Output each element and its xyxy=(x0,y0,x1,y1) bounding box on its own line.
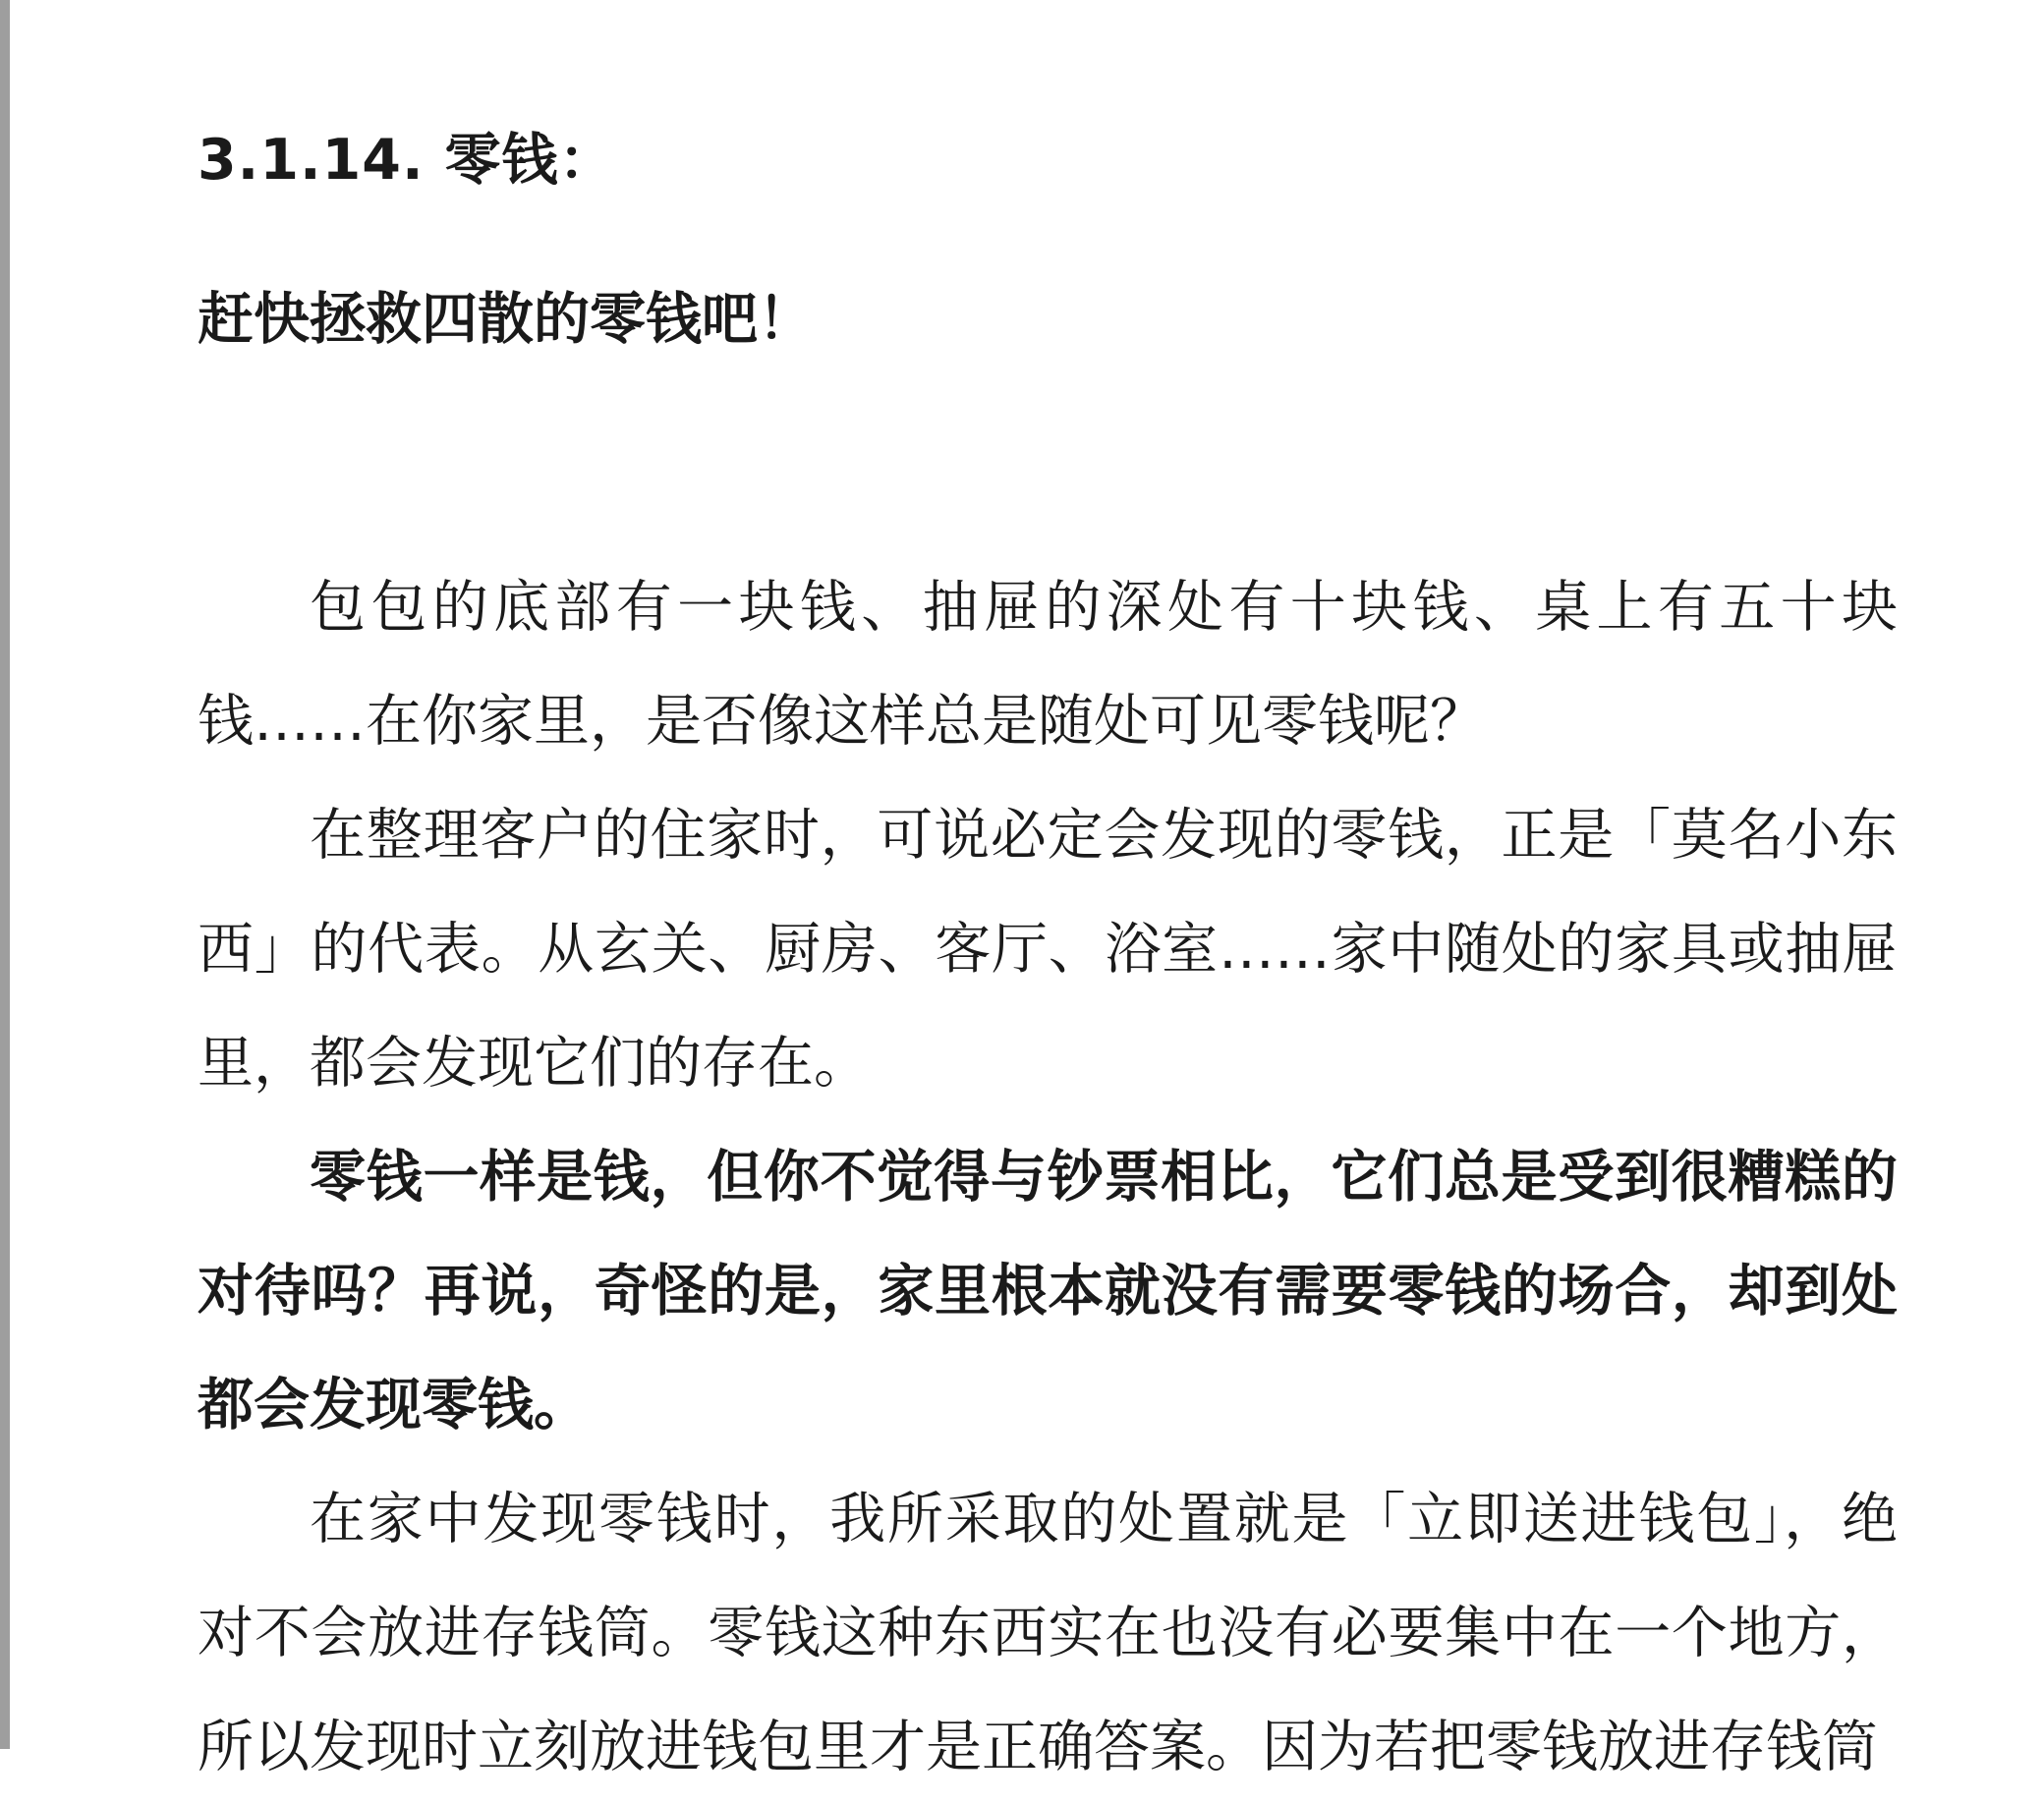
paragraph-4: 在家中发现零钱时，我所采取的处置就是「立即送进钱包」，绝对不会放进存钱筒。零钱这种东西实在也没有必要集中在一个地方，所以发现时立刻放进钱包里才是正确答案。因为若把零钱放进存钱筒 xyxy=(198,1487,1898,1779)
paragraph-3: 零钱一样是钱，但你不觉得与钞票相比，它们总是受到很糟糕的对待吗？再说，奇怪的是，家里根本就没有需要零钱的场合，却到处都会发现零钱。 xyxy=(198,1145,1898,1438)
document-body xyxy=(198,550,1898,1804)
document-page xyxy=(198,0,1898,1779)
page-edge-bar xyxy=(0,0,10,1749)
section-heading: 3.1.14. 零钱： xyxy=(198,128,616,193)
subheading: 赶快拯救四散的零钱吧！ xyxy=(198,287,814,352)
paragraph-2: 在整理客户的住家时，可说必定会发现的零钱，正是「莫名小东西」的代表。从玄关、厨房、客厅、浴室……家中随处的家具或抽屉里，都会发现它们的存在。 xyxy=(198,803,1898,1096)
paragraph-1: 包包的底部有一块钱、抽屉的深处有十块钱、桌上有五十块钱……在你家里，是否像这样总是随处可见零钱呢？ xyxy=(198,575,1898,754)
